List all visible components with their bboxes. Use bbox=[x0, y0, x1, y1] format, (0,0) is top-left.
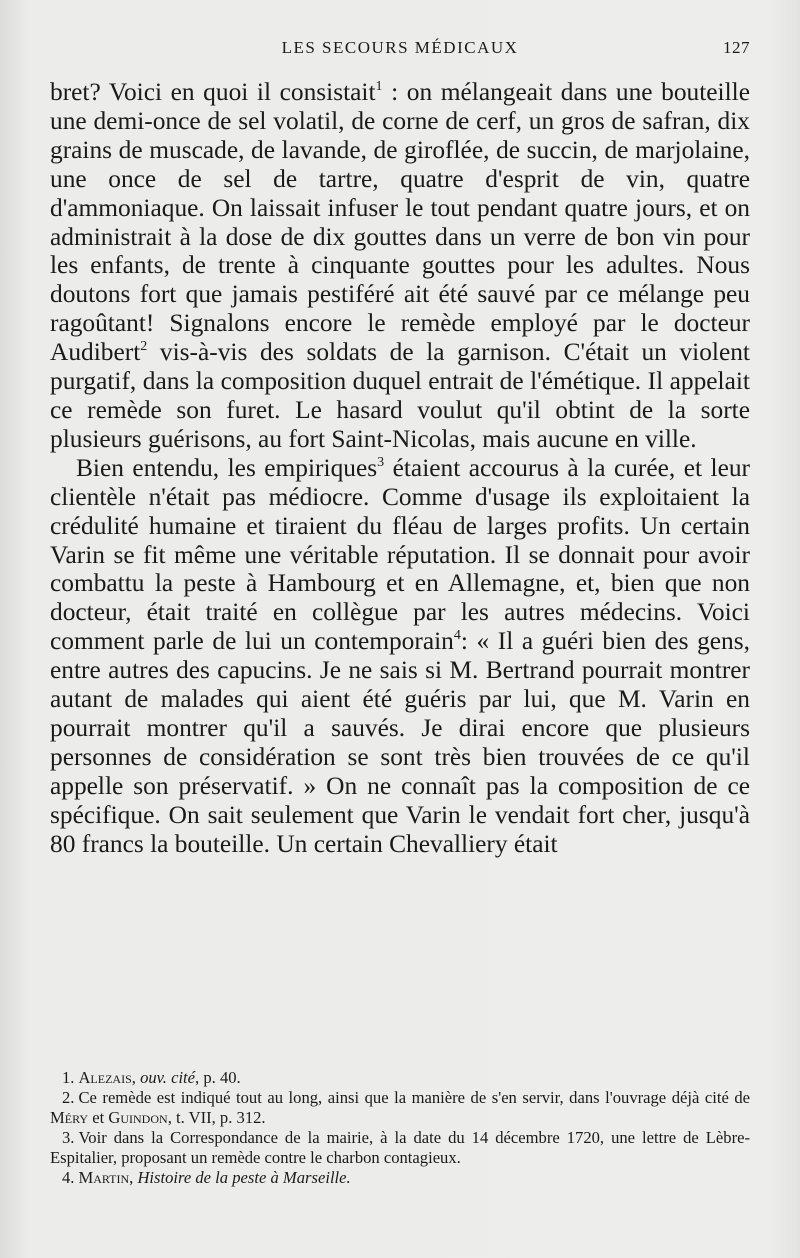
footnote-label: 1. bbox=[62, 1068, 75, 1087]
footnote-ref-4: 4 bbox=[453, 628, 461, 644]
text-run: : on mélangeait dans une bouteille une demi-once de sel volatil, de corne de cerf, un gros de safran, dix grains de muscade, de lavande, de giroflée, de succin, de marjolaine, une once de sel de tartre, quatre d'esprit de vin, quatre d'ammoniaque. On laissait infuser le tout pendant quatre jours, et on administrait à la dose de dix gouttes dans un verre de bon vin pour les enfants, de trente à cinquante gouttes pour les adultes. Nous doutons fort que jamais pestiféré ait été sauvé par ce mélange peu ragoûtant! Signalons encore le remède employé par le docteur Audibert bbox=[50, 78, 750, 367]
footnote-label: 3. bbox=[62, 1128, 75, 1147]
text-run: étaient accourus à la curée, et leur clientèle n'était pas médiocre. Comme d'usage ils exploitaient la crédulité humaine et tiraient du fléau de larges profits. Un certain Varin se fit même une véritable réputation. Il se donnait pour avoir combattu la peste à Hambourg et en Allemagne, et, bien que non docteur, était traité en collègue par les autres médecins. Voici comment parle de lui un contemporain bbox=[50, 453, 751, 656]
footnote-author: Alezais bbox=[78, 1068, 132, 1087]
footnote-italic: ouv. cité bbox=[140, 1068, 196, 1087]
text-run: : « Il a guéri bien des gens, entre autres des capucins. Je ne sais si M. Bertrand pourrait montrer autant de malades qui aient été guéris par lui, que M. Varin en pourrait montrer qu'il a sauvés. Je dirai encore que plusieurs personnes de considération se sont très bien trouvées de ce qu'il appelle son préservatif. » On ne connaît pas la composition de ce spécifique. On sait seulement que Varin le vendait fort cher, jusqu'à 80 francs la bouteille. Un certain Chevalliery était bbox=[50, 627, 750, 858]
footnote-label: 2. bbox=[62, 1088, 75, 1107]
text-run: vis-à-vis des soldats de la garnison. C'était un violent purgatif, dans la composition duquel entrait de l'émétique. Il appelait ce remède son furet. Le hasard voulut qu'il obtint de la sorte plusieurs guérisons, au fort Saint-Nicolas, mais aucune en ville. bbox=[50, 338, 750, 453]
footnote-4 bbox=[50, 1168, 750, 1188]
footnote-text: Ce remède est indiqué tout au long, ainsi que la manière de s'en servir, dans l'ouvrage déjà cité de bbox=[78, 1088, 750, 1107]
footnote-2 bbox=[50, 1088, 750, 1128]
footnote-ref-3: 3 bbox=[377, 454, 385, 470]
footnotes bbox=[50, 1068, 750, 1188]
footnote-rest: , p. 40. bbox=[195, 1068, 241, 1087]
footnote-1 bbox=[50, 1068, 750, 1088]
text-run: Bien entendu, les empiriques bbox=[76, 453, 378, 482]
footnote-text: , t. VII, p. 312. bbox=[167, 1108, 266, 1127]
footnote-ref-1: 1 bbox=[375, 79, 383, 94]
main-text bbox=[50, 78, 750, 858]
footnote-text: Voir dans la Correspondance de la mairie, à la date du 14 décembre 1720, une lettre de Lèbre-Espitalier, proposant un remède contre le charbon contagieux. bbox=[50, 1128, 750, 1167]
footnote-label: 4. bbox=[62, 1168, 75, 1187]
footnote-sep: , bbox=[131, 1068, 141, 1087]
paragraph-2 bbox=[50, 454, 750, 859]
footnote-italic: Histoire de la peste à Marseille. bbox=[137, 1168, 351, 1187]
footnote-sep: , bbox=[129, 1168, 138, 1187]
footnote-author: Guindon bbox=[108, 1108, 168, 1127]
running-header bbox=[50, 38, 750, 62]
footnote-author: Martin bbox=[78, 1168, 130, 1187]
footnote-3 bbox=[50, 1128, 750, 1168]
footnote-author: Méry bbox=[50, 1108, 89, 1127]
text-run: bret? Voici en quoi il consistait bbox=[50, 78, 376, 106]
page-number: 127 bbox=[723, 38, 750, 57]
footnote-ref-2: 2 bbox=[140, 339, 148, 355]
footnote-text: et bbox=[88, 1108, 109, 1127]
paragraph-1 bbox=[50, 78, 750, 454]
running-title: LES SECOURS MÉDICAUX bbox=[281, 38, 519, 57]
